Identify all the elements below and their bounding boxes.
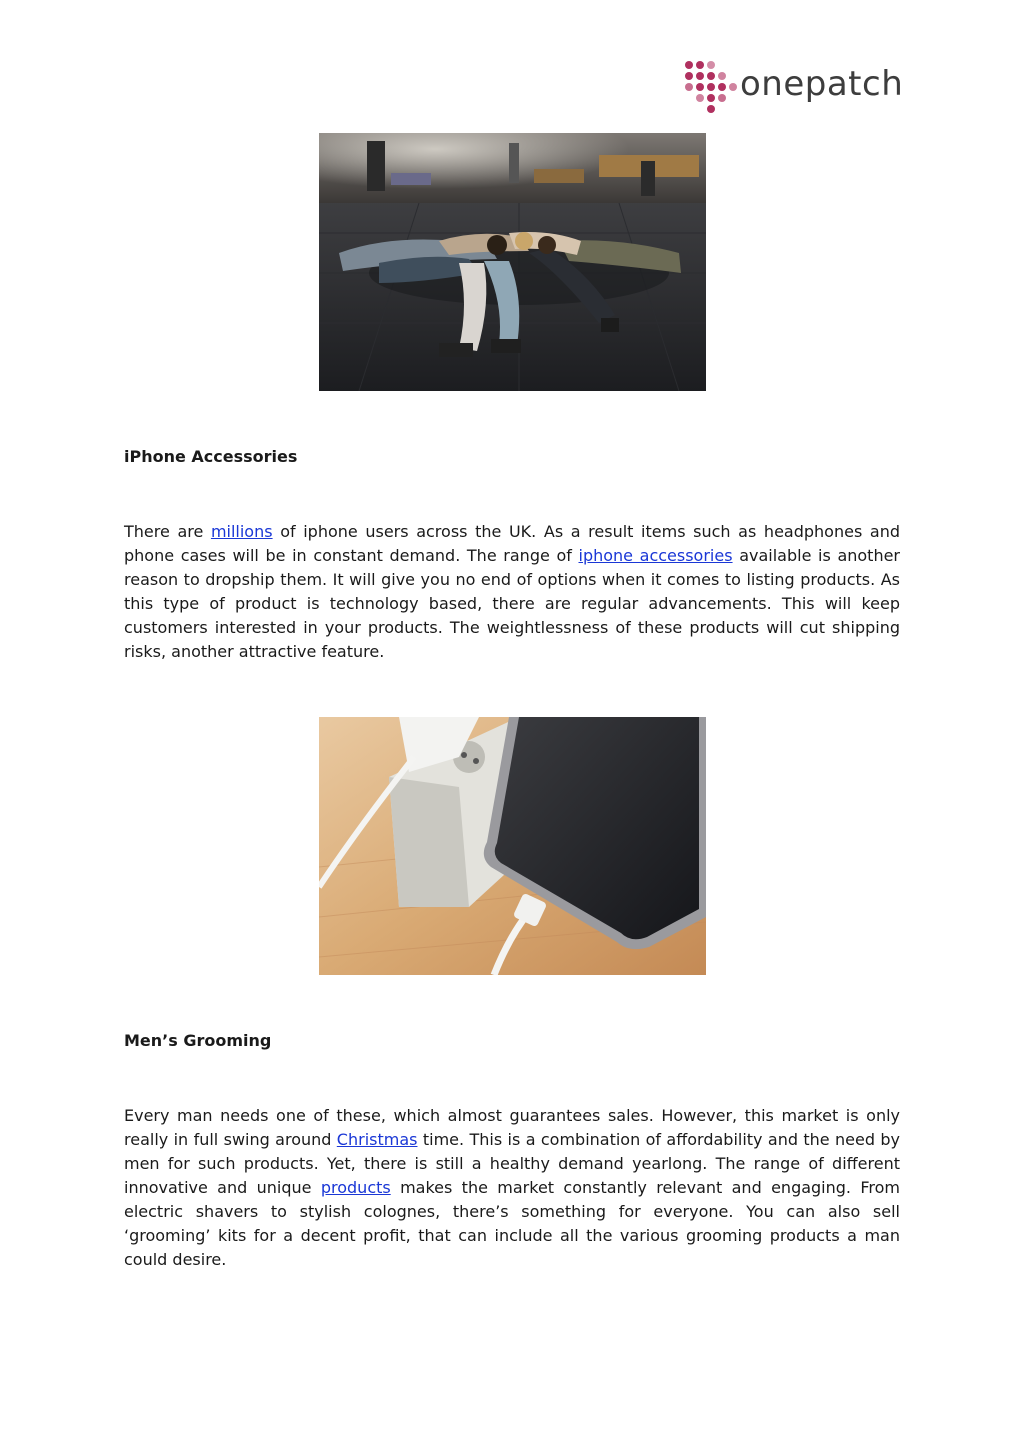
iphone-accessories-link[interactable]: iphone accessories xyxy=(578,546,733,565)
paragraph-text: There are xyxy=(124,522,211,541)
section-heading-iphone-accessories: iPhone Accessories xyxy=(124,447,298,466)
millions-link[interactable]: millions xyxy=(210,522,273,541)
paragraph-text: of iphone users across the UK. As a result items such as headphones and phone cases will be in constant demand. The range of xyxy=(124,522,901,565)
section-paragraph-mens-grooming xyxy=(124,1104,900,1272)
section-heading-mens-grooming: Men’s Grooming xyxy=(124,1031,272,1050)
onepatch-logo[interactable] xyxy=(684,60,904,116)
phone-charging-photo xyxy=(319,717,706,975)
products-link[interactable]: products xyxy=(320,1178,391,1197)
smartphone-charging-illustration xyxy=(319,717,706,975)
planking-people-illustration xyxy=(319,133,706,391)
paragraph-text: Every man needs one of these, which almost guarantees sales. However, this market is only really in full swing around xyxy=(124,1106,900,1149)
paragraph-text: available is another reason to dropship them. It will give you no end of options when it comes to listing products. As this type of product is technology based, there are regular advancements. This will keep customers interested in your products. The weightlessness of these products will cut shipping risks, another attractive feature. xyxy=(124,546,901,661)
paragraph-text: makes the market constantly relevant and engaging. From electric shavers to stylish colognes, there’s something for everyone. You can also sell ‘grooming’ kits for a decent profit, that can include all the various grooming products a man could desire. xyxy=(124,1178,901,1269)
logo-text: onepatch xyxy=(740,64,904,104)
section-paragraph-iphone-accessories xyxy=(124,520,900,664)
christmas-link[interactable]: Christmas xyxy=(336,1130,418,1149)
logo-dots-icon xyxy=(684,60,744,116)
paragraph-text: time. This is a combination of affordability and the need by men for such products. Yet, there is still a healthy demand yearlong. The range of different innovative and unique xyxy=(124,1130,900,1197)
fitness-photo xyxy=(319,133,706,391)
